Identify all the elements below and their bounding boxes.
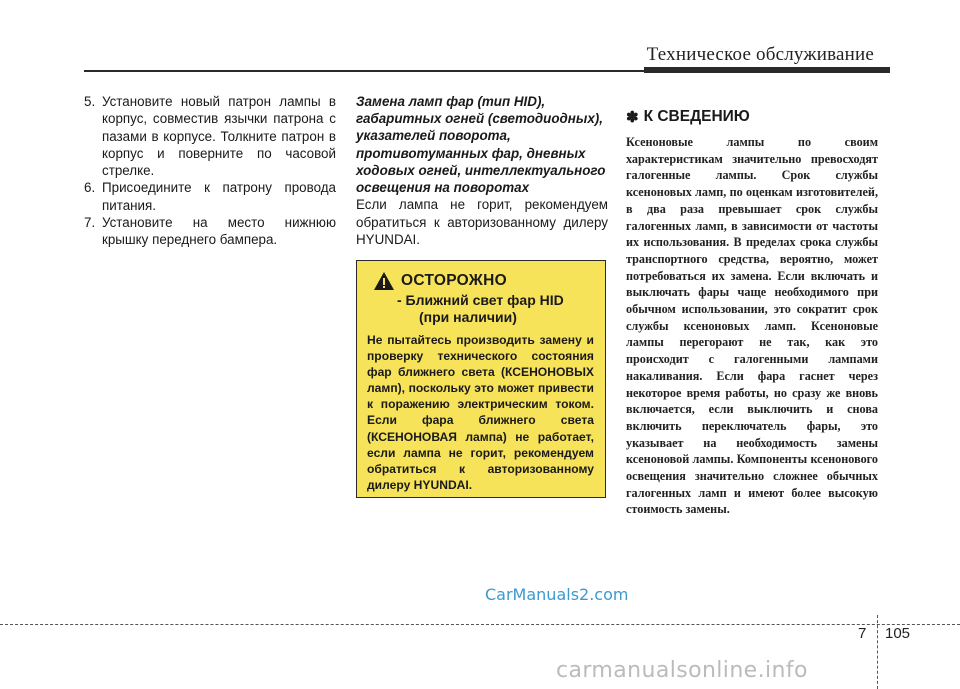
info-title: К СВЕДЕНИЮ <box>643 108 750 125</box>
step-text: Установите новый патрон лампы в корпус, совместив язычки патрона с пазами в корпусе. Толкните патрон в корпус и поверните по часовой стрелке. <box>102 94 336 179</box>
step-item <box>84 93 336 179</box>
section-body: Если лампа не горит, рекомендуем обратиться к авторизованному дилеру HYUNDAI. <box>356 197 608 247</box>
step-item <box>84 179 336 214</box>
replacement-section <box>356 93 608 248</box>
footer-divider <box>0 624 960 625</box>
info-header <box>626 108 878 126</box>
step-number: 5. <box>84 94 96 109</box>
footer-watermark: carmanualsonline.info <box>556 658 808 683</box>
footer-vertical-divider <box>877 615 878 689</box>
chapter-number: 7 <box>858 625 867 642</box>
page-number: 105 <box>885 625 911 642</box>
section-heading: Замена ламп фар (тип HID), габаритных огней (светодиодных), указателей поворота, противотуманных фар, дневных ходовых огней, интеллектуального освещения на поворотах <box>356 94 606 196</box>
step-number: 6. <box>84 180 96 196</box>
warning-body: Не пытайтесь производить замену и проверку технического состояния фар ближнего света (КСЕНОНОВЫХ ламп), поскольку это может привести к поражению электрическим током. Если фара ближнего света (КСЕНОНОВАЯ лампа) не работает, если лампа не горит, рекомендуем обратиться к авторизованному дилеру HYUNDAI. <box>367 333 594 492</box>
header-rule-accent <box>644 67 890 73</box>
site-watermark[interactable]: CarManuals2.com <box>485 585 629 604</box>
step-item <box>84 214 336 249</box>
step-text: Установите на место нижнюю крышку переднего бампера. <box>102 215 336 248</box>
warning-triangle-icon <box>373 271 395 291</box>
info-section <box>626 108 878 518</box>
asterisk-icon: ✽ <box>626 109 639 126</box>
warning-box <box>356 260 606 498</box>
step-number: 7. <box>84 215 96 231</box>
warning-subtitle-note: (при наличии) <box>419 309 517 325</box>
warning-header <box>373 271 594 291</box>
page-header-title: Техническое обслуживание <box>646 44 874 65</box>
warning-subtitle: - Ближний свет фар HID <box>397 292 564 308</box>
steps-column <box>84 93 336 249</box>
info-body: Ксеноновые лампы по своим характеристикам значительно превосходят галогенные лампы. Срок службы ксеноновых ламп, по оценкам изготовителей, в два раза превышает срок службы галогенных ламп, в зависимости от частоты их использования. В пределах срока службы транспортного средства, вероятно, может потребоваться их замена. Если включать и выключать фары чаще необходимого при обычном использовании, это сократит срок службы ксеноновых ламп. Ксеноновые лампы перегорают не так, как это происходит с галогенными лампами накаливания. Если фара гаснет через некоторое время работы, но сразу же вновь включается, если выключить и снова включить переключатель фары, это указывает на необходимость замены ксеноновой лампы. Компоненты ксенонового освещения значительно сложнее обычных галогенных ламп и имеют более высокую стоимость замены. <box>626 135 878 517</box>
step-text: Присоедините к патрону провода питания. <box>102 180 336 213</box>
warning-title: ОСТОРОЖНО <box>401 272 507 289</box>
